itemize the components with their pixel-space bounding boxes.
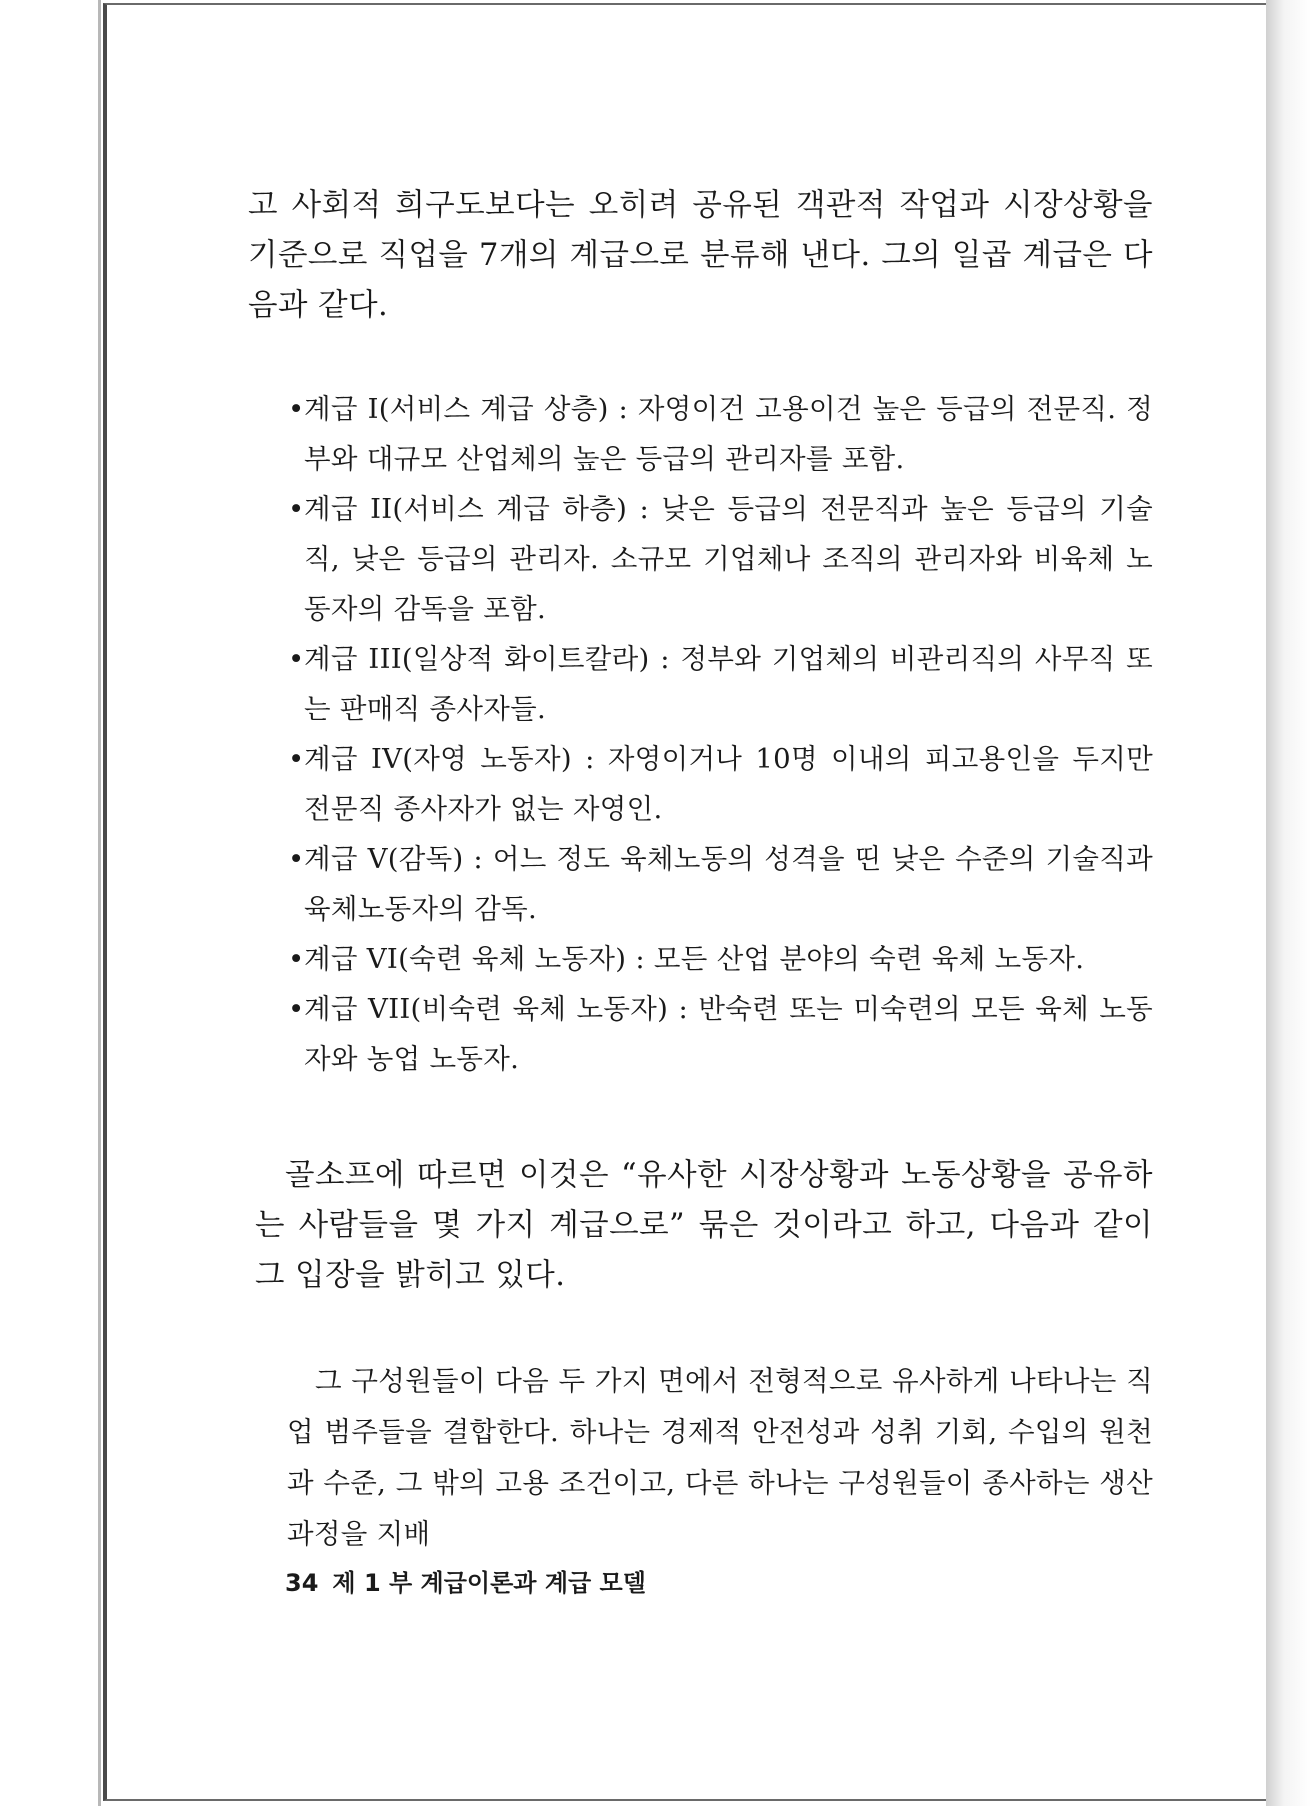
block-quote: 그 구성원들이 다음 두 가지 면에서 전형적으로 유사하게 나타나는 직업 범주들을 결합한다. 하나는 경제적 안전성과 성취 기회, 수입의 원천과 수준, 그 밖의 고용 조건이고, 다른 하나는 구성원들이 종사하는 생산과정을 지배 xyxy=(287,1365,1153,1550)
page-edge xyxy=(98,0,101,1806)
goldthorpe-paragraph: 골소프에 따르면 이것은 “유사한 시장상황과 노동상황을 공유하는 사람들을 몇 가지 계급으로” 묶은 것이라고 하고, 다음과 같이 그 입장을 밝히고 있다. xyxy=(255,1158,1153,1293)
section-title: 제 1 부 계급이론과 계급 모델 xyxy=(332,1569,646,1597)
bullet-icon: • xyxy=(288,393,305,425)
class-item-5: • 계급 V(감독) : 어느 정도 육체노동의 성격을 띤 낮은 수준의 기술직과 육체노동자의 감독. xyxy=(287,834,1153,934)
class-item-4: • 계급 IV(자영 노동자) : 자영이거나 10명 이내의 피고용인을 두지만 전문직 종사자가 없는 자영인. xyxy=(287,734,1153,834)
bullet-icon: • xyxy=(288,493,305,525)
class-item-7: • 계급 VII(비숙련 육체 노동자) : 반숙련 또는 미숙련의 모든 육체 노동자와 농업 노동자. xyxy=(287,984,1153,1084)
intro-paragraph: 고 사회적 희구도보다는 오히려 공유된 객관적 작업과 시장상황을 기준으로 직업을 7개의 계급으로 분류해 낸다. 그의 일곱 계급은 다음과 같다. xyxy=(248,188,1153,323)
bullet-icon: • xyxy=(288,843,305,875)
class-item-6: • 계급 VI(숙련 육체 노동자) : 모든 산업 분야의 숙련 육체 노동자. xyxy=(287,934,1153,984)
page-number: 34 xyxy=(285,1569,319,1597)
bullet-icon: • xyxy=(288,943,305,975)
bullet-icon: • xyxy=(288,643,305,675)
class-item-2: • 계급 II(서비스 계급 하층) : 낮은 등급의 전문직과 높은 등급의 기술직, 낮은 등급의 관리자. 소규모 기업체나 조직의 관리자와 비육체 노동자의 감독을 포함. xyxy=(287,484,1153,634)
page-shadow xyxy=(1266,0,1311,1806)
class-item-3: • 계급 III(일상적 화이트칼라) : 정부와 기업체의 비관리직의 사무직 또는 판매직 종사자들. xyxy=(287,634,1153,734)
bullet-icon: • xyxy=(288,743,305,775)
bullet-icon: • xyxy=(288,993,305,1025)
class-item-1: • 계급 I(서비스 계급 상층) : 자영이건 고용이건 높은 등급의 전문직. 정부와 대규모 산업체의 높은 등급의 관리자를 포함. xyxy=(287,384,1153,484)
class-list xyxy=(287,384,1153,1084)
running-footer xyxy=(285,1563,646,1603)
